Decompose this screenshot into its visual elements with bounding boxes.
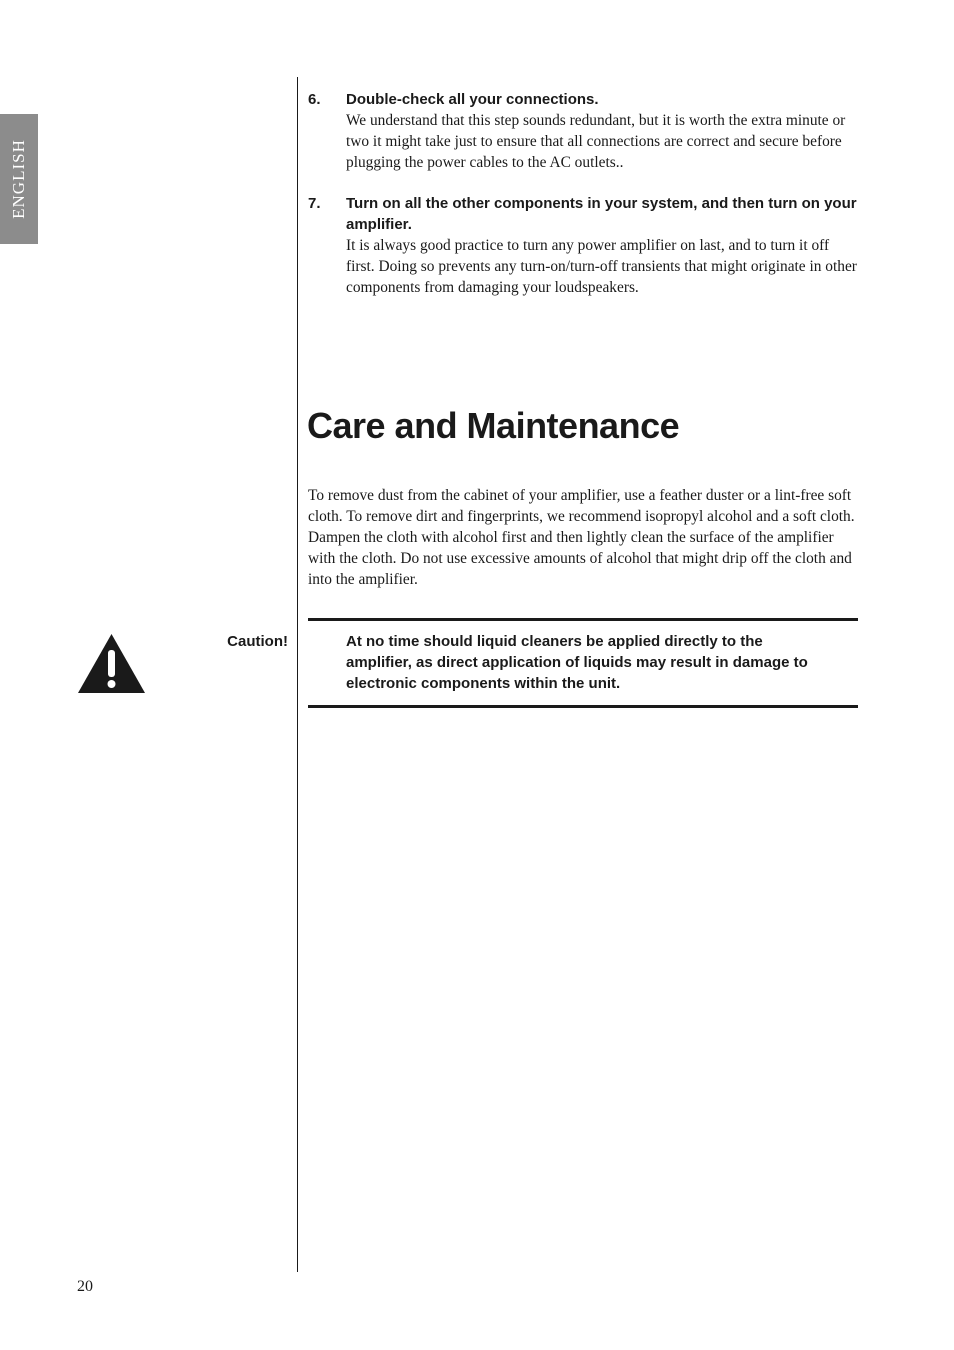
step-body: It is always good practice to turn any power amplifier on last, and to turn it off first. Doing so prevents any turn-on/turn-off transients that might originate in other components from damaging your loudspeakers. — [346, 237, 857, 296]
caution-text: At no time should liquid cleaners be applied directly to the amplifier, as direct application of liquids may result in damage to electronic components within the unit. — [346, 633, 808, 692]
step-body: We understand that this step sounds redundant, but it is worth the extra minute or two it might take just to ensure that all connections are correct and secure before plugging the power cables to the AC outlets.. — [346, 112, 846, 171]
step-6 — [308, 89, 860, 173]
page-number: 20 — [77, 1278, 93, 1295]
step-number: 7. — [308, 195, 321, 212]
column-divider — [297, 77, 298, 1272]
caution-label: Caution! — [227, 633, 288, 650]
section-title: Care and Maintenance — [307, 405, 680, 446]
caution-bottom-rule — [308, 705, 858, 708]
step-7 — [308, 193, 860, 298]
section-intro: To remove dust from the cabinet of your amplifier, use a feather duster or a lint-free soft cloth. To remove dirt and fingerprints, we recommend isopropyl alcohol and a soft cloth. Dampen the cloth with alcohol first and then lightly clean the surface of the amplifier with the cloth. Do not use excessive amounts of alcohol that might drip off the cloth and into the amplifier. — [308, 487, 855, 588]
step-number: 6. — [308, 91, 321, 108]
caution-top-rule — [308, 618, 858, 621]
step-heading: Double-check all your connections. — [346, 91, 599, 108]
warning-triangle-icon — [77, 633, 146, 694]
language-tab — [0, 114, 38, 244]
step-heading: Turn on all the other components in your system, and then turn on your amplifier. — [346, 195, 857, 233]
language-tab-label: ENGLISH — [9, 139, 28, 219]
